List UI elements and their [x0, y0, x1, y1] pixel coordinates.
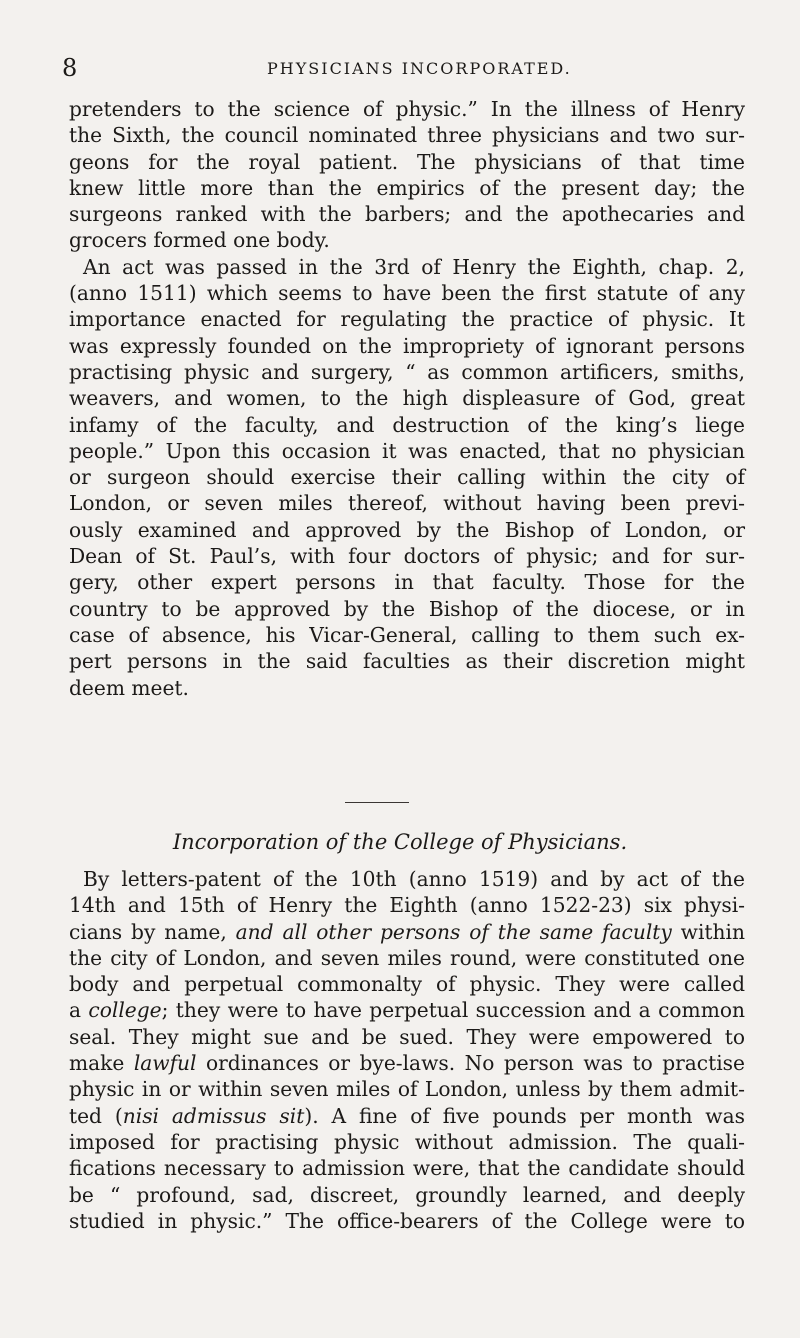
text-line: seal. They might sue and be sued. They were empowered to: [69, 1024, 745, 1049]
text-line: deem meet.: [69, 675, 189, 700]
text-line: [69, 1050, 745, 1076]
text-line: infamy of the faculty, and destruction of the king’s liege: [69, 412, 745, 437]
italic-run: college: [88, 998, 162, 1023]
text-line: was expressly founded on the impropriety of ignorant persons: [69, 333, 745, 358]
italic-run: lawful: [133, 1051, 197, 1076]
text-line: An act was passed in the 3rd of Henry the Eighth, chap. 2,: [83, 254, 745, 279]
text-line: surgeons ranked with the barbers; and the apothecaries and: [69, 202, 745, 227]
text-line: people.” Upon this occasion it was enacted, that no physician: [69, 438, 745, 463]
text-line: pretenders to the science of physic.” In the illness of Henry: [69, 97, 745, 121]
text-line: the Sixth, the council nominated three physicians and two sur-: [69, 123, 745, 148]
text-run: a: [69, 998, 89, 1023]
page-number: 8: [62, 54, 78, 82]
text-line: importance enacted for regulating the practice of physic. It: [69, 307, 745, 332]
text-line: gery, other expert persons in that faculty. Those for the: [69, 570, 745, 595]
text-run: ; they were to have perpetual succession and a common: [161, 998, 745, 1023]
text-line: studied in physic.” The office-bearers of the College were to: [69, 1208, 745, 1233]
text-line: geons for the royal patient. The physicians of that time: [69, 149, 745, 174]
text-line: body and perpetual commonalty of physic. They were called: [69, 972, 745, 997]
text-line: practising physic and surgery, “ as common artificers, smiths,: [69, 359, 745, 384]
text-line: ously examined and approved by the Bishop of London, or: [69, 517, 745, 542]
text-line: Dean of St. Paul’s, with four doctors of physic; and for sur-: [69, 544, 745, 569]
text-line: 14th and 15th of Henry the Eighth (anno 1522-23) six physi-: [69, 893, 745, 918]
text-line: pert persons in the said faculties as their discretion might: [69, 649, 745, 674]
text-run: make: [69, 1051, 134, 1076]
text-run: ted (: [69, 1103, 123, 1128]
text-line: By letters-patent of the 10th (anno 1519) and by act of the: [83, 867, 745, 891]
text-line: physic in or within seven miles of London, unless by them admit-: [69, 1077, 745, 1102]
text-line: fications necessary to admission were, that the candidate should: [69, 1156, 745, 1181]
text-line: (anno 1511) which seems to have been the first statute of any: [69, 281, 745, 306]
paragraph-incorporation: [69, 866, 745, 1234]
text-run: within: [671, 919, 745, 944]
running-head: PHYSICIANS INCORPORATED.: [267, 59, 572, 78]
text-run: ordinances or bye-laws. No person was to practise: [196, 1051, 745, 1076]
text-line: London, or seven miles thereof, without having been previ-: [69, 491, 745, 516]
section-divider: [345, 802, 409, 803]
text-run: cians by name,: [69, 919, 236, 944]
text-line: imposed for practising physic without admission. The quali-: [69, 1129, 745, 1154]
italic-run: and all other persons of the same faculty: [235, 919, 672, 944]
text-line: [69, 997, 745, 1023]
text-line: the city of London, and seven miles round, were constituted one: [69, 945, 745, 970]
text-line: knew little more than the empirics of the present day; the: [69, 175, 745, 200]
text-run: ). A fine of five pounds per month was: [304, 1103, 745, 1128]
text-line: be “ profound, sad, discreet, groundly learned, and deeply: [69, 1182, 745, 1207]
section-heading: Incorporation of the College of Physicians.: [172, 830, 628, 854]
text-line: [69, 919, 745, 945]
page-header: [62, 54, 762, 84]
text-line: weavers, and women, to the high displeasure of God, great: [69, 386, 745, 411]
italic-run: nisi admissus sit: [122, 1103, 305, 1128]
text-line: country to be approved by the Bishop of the diocese, or in: [69, 596, 745, 621]
text-line: or surgeon should exercise their calling within the city of: [69, 465, 745, 490]
paragraphs-top: [69, 96, 745, 701]
text-line: [69, 1103, 745, 1129]
text-line: grocers formed one body.: [69, 228, 330, 253]
text-line: case of absence, his Vicar-General, calling to them such ex-: [69, 622, 745, 647]
